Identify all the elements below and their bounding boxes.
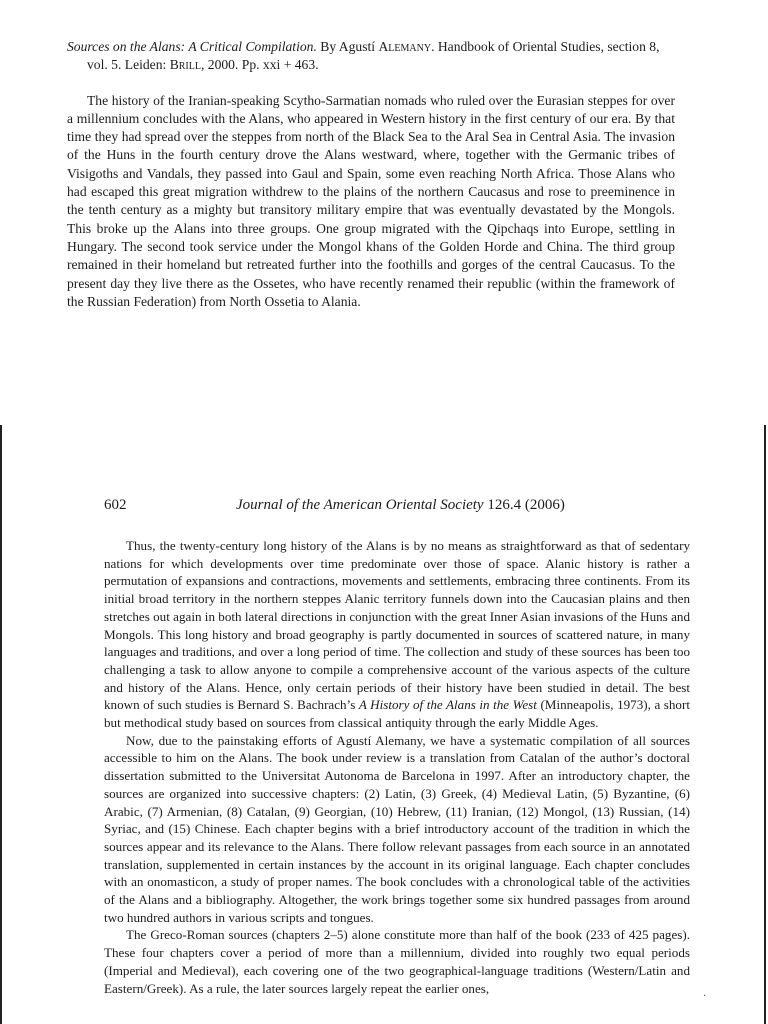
book-citation (67, 38, 675, 75)
journal-issue: 126.4 (2006) (487, 497, 565, 513)
body-paragraph-3: The Greco-Roman sources (chapters 2–5) alone constitute more than half of the book (233 of 425 pages). These four chapters cover a period of more than a millennium, divided into roughly two equal periods (Imperial and Medieval), each covering one of the two geographical-language traditions (Western/Latin and Eastern/Greek). As a rule, the later sources largely repeat the earlier ones, (104, 927, 690, 996)
citation-details-b: , 2000. Pp. xxi + 463. (200, 57, 319, 73)
article-body (104, 537, 690, 997)
journal-title (236, 496, 565, 514)
body-paragraph-1 (104, 537, 690, 732)
cited-book-title: A History of the Alans in the West (358, 697, 537, 713)
margin-mark: · (703, 991, 707, 1002)
by-word: By (320, 39, 337, 54)
book-title: Sources on the Alans: A Critical Compilation. (67, 39, 317, 54)
page-number: 602 (104, 497, 127, 513)
page-edge-right (764, 425, 766, 1024)
journal-name: Journal of the American Oriental Society (236, 497, 484, 513)
p1-text-b: (Minneapolis, 1973), a short but methodical study based on sources from classical antiquity through the early Middle Ages. (104, 697, 690, 731)
publisher: Brill (169, 57, 201, 73)
page-edge-left (0, 425, 2, 1024)
intro-paragraph: The history of the Iranian-speaking Scytho-Sarmatian nomads who ruled over the Eurasian steppes for over a millennium concludes with the Alans, who appeared in Western history in the first century of our era. By that time they had spread over the steppes from north of the Black Sea to the Aral Sea in Central Asia. The invasion of the Huns in the fourth century drove the Alans westward, where, together with the Germanic tribes of Visigoths and Vandals, they passed into Gaul and Spain, some even reaching North Africa. Those Alans who had escaped this great migration withdrew to the plains of the northern Caucasus and rose to preeminence in the tenth century as a mighty but transitory military empire that was eventually devastated by the Mongols. This broke up the Alans into three groups. One group migrated with the Qipchaqs into Europe, settling in Hungary. The second took service under the Mongol khans of the Golden Horde and China. The third group remained in their homeland but retreated further into the foothills and gorges of the central Caucasus. To the present day they live there as the Ossetes, who have recently renamed their republic (within the framework of the Russian Federation) from North Ossetia to Alania. (67, 92, 675, 309)
body-paragraph-2: Now, due to the painstaking efforts of Agustí Alemany, we have a systematic compilation of all sources accessible to him on the Alans. The book under review is a translation from Catalan of the author’s doctoral dissertation submitted to the Universitat Autonoma de Barcelona in 1997. After an introductory chapter, the sources are organized into successive chapters: (2) Latin, (3) Greek, (4) Medieval Latin, (5) Byzantine, (6) Arabic, (7) Armenian, (8) Catalan, (9) Georgian, (10) Hebrew, (11) Iranian, (12) Mongol, (13) Russian, (14) Syriac, and (15) Chinese. Each chapter begins with a brief introductory account of the tradition in which the sources appear and its relevance to the Alans. There follow relevant passages from each source in an annotated translation, supplemented in certain instances by the account in its original language. Each chapter concludes with an onomasticon, a study of proper names. The book concludes with a chronological table of the activities of the Alans and a bibliography. Altogether, the work brings together some six hundred passages from around two hundred authors in various scripts and tongues. (104, 732, 690, 925)
previous-page-fragment (67, 38, 675, 311)
author-last-name: Alemany (378, 39, 432, 54)
author-first-name: Agustí (338, 39, 376, 54)
p1-text-a: Thus, the twenty-century long history of the Alans is by no means as straightforward as that of sedentary nations for which developments over time predominate over those of space. Alanic history is rather a permutation of expansions and contractions, movements and settlements, embracing three continents. From its initial broad territory in the northern steppes Alanic territory funnels down into the Caucasian plains and then stretches out again in both lateral directions in conjunction with the great Inner Asian invasions of the Huns and Mongols. This long history and broad geography is partly documented in sources of scattered nature, in many languages and traditions, and over a long period of time. The collection and study of these sources has been too challenging a task to allow anyone to compile a comprehensive account of the various aspects of the culture and history of the Alans. Hence, only certain periods of their history have been studied in detail. The best known of such studies is Bernard S. Bachrach’s (104, 538, 690, 713)
citation-details-a: . Handbook of Oriental Studies, section 8, vol. 5. Leiden: (87, 39, 660, 73)
